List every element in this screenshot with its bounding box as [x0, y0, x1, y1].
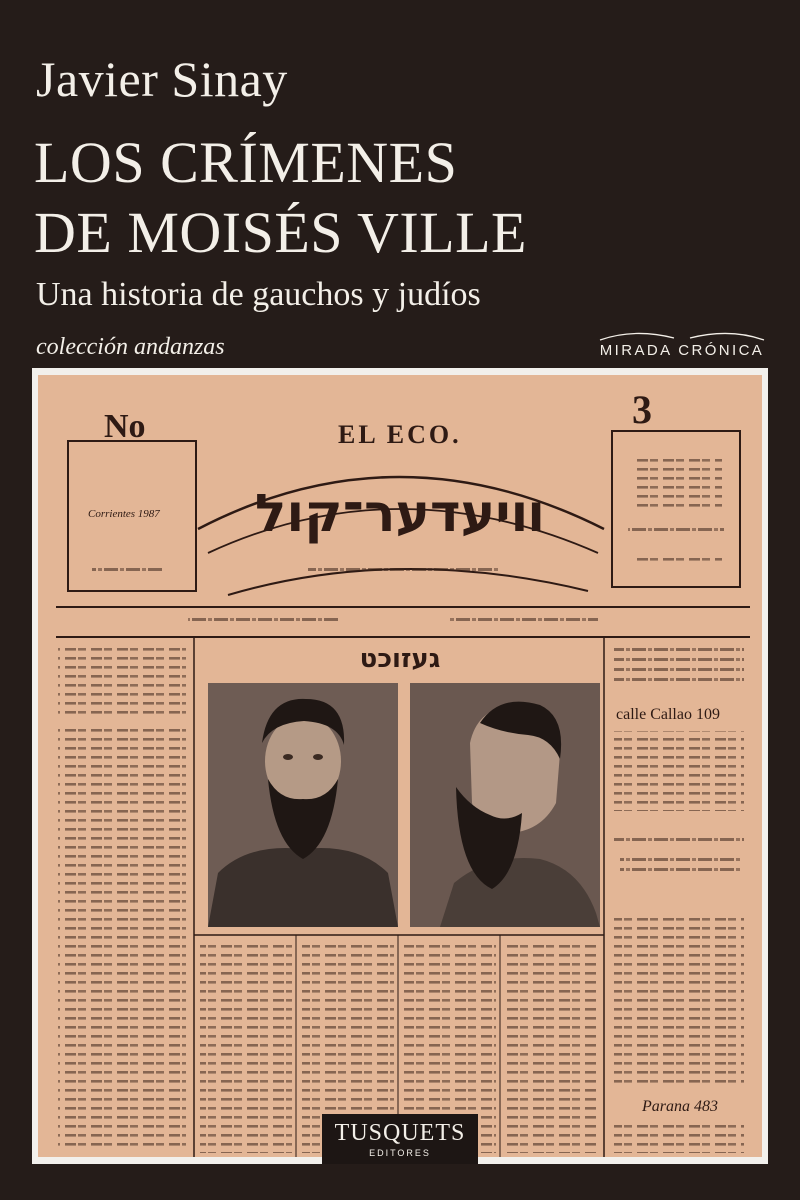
man-portrait-profile	[410, 683, 600, 927]
book-title-line-2: DE MOISÉS VILLE	[34, 200, 527, 265]
issue-number: 3	[632, 387, 652, 432]
book-subtitle: Una historia de gauchos y judíos	[36, 276, 481, 313]
address-left: Corrientes 1987	[88, 508, 160, 520]
collection-label: colección andanzas	[36, 334, 225, 360]
number-label: No	[104, 408, 146, 445]
series-label: MIRADA CRÓNICA	[599, 342, 765, 359]
article-headline: געזוכט	[359, 644, 441, 674]
address-right: calle Callao 109	[616, 706, 720, 723]
publisher-name: TUSQUETS	[334, 1120, 466, 1146]
portrait-photo-profile	[410, 683, 600, 927]
publisher-sub: EDITORES	[369, 1148, 431, 1158]
author-name: Javier Sinay	[36, 51, 288, 107]
hebrew-masthead: װיעדער־קול	[254, 484, 546, 544]
spanish-masthead: EL ECO.	[338, 420, 462, 449]
book-title	[34, 128, 527, 268]
footer-address: Parana 483	[642, 1098, 718, 1115]
newspaper-image	[38, 375, 762, 1157]
portrait-photo-front	[208, 683, 398, 927]
newspaper-page	[38, 375, 762, 1157]
book-title-line-1: LOS CRÍMENES	[34, 130, 458, 195]
man-portrait-front	[208, 683, 398, 927]
publisher-logo	[322, 1114, 478, 1164]
series-logo	[594, 326, 770, 362]
series-arcs-icon	[594, 326, 770, 342]
